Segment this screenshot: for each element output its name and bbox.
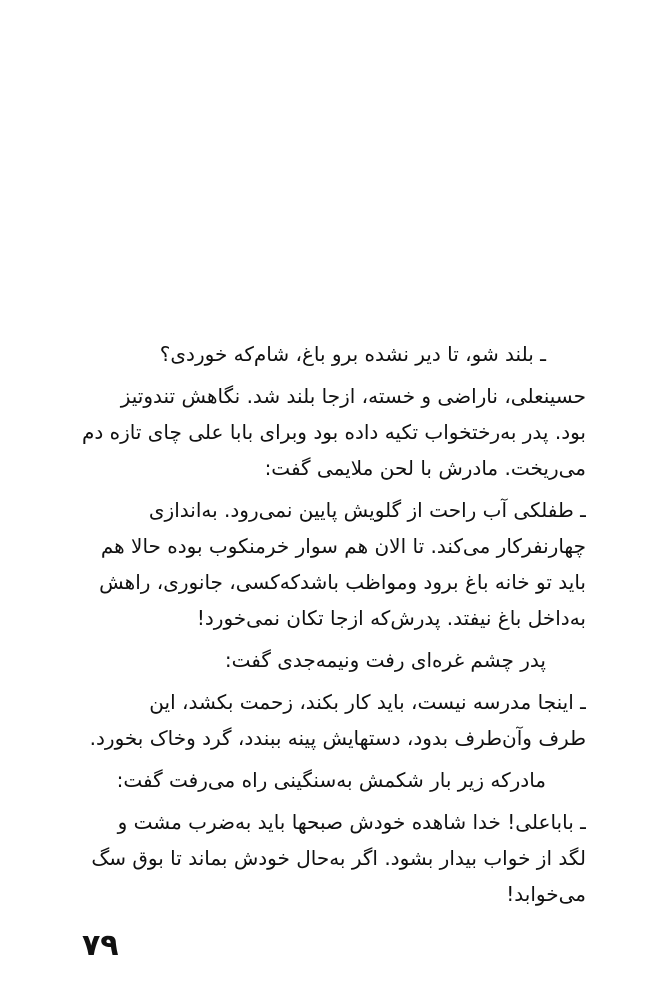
text-line: پدر چشم غره‌ای رفت ونیمه‌جدی گفت: <box>224 648 546 672</box>
text-line: طرف وآن‌طرف بدود، دستهایش پینه ببندد، گرد وخاک بخورد. <box>89 726 586 750</box>
text-line: ـ بلند شو، تا دیر نشده برو باغ، شام‌که خوردی؟ <box>159 342 546 366</box>
text-line: ـ باباعلی! خدا شاهده خودش صبحها باید به‌ضرب مشت و <box>117 810 586 834</box>
page-number: ۷۹ <box>82 928 119 963</box>
text-line: مادرکه زیر بار شکمش به‌سنگینی راه می‌رفت گفت: <box>116 768 546 792</box>
text-line: چهارنفرکار می‌کند. تا الان هم سوار خرمنکوب بوده حالا هم <box>100 534 586 558</box>
text-line: به‌داخل باغ نیفتد. پدرش‌که ازجا تکان نمی‌خورد! <box>196 606 586 630</box>
text-line: حسینعلی، ناراضی و خسته، ازجا بلند شد. نگاهش تندوتیز <box>120 384 586 408</box>
text-line: می‌خوابد! <box>506 882 586 906</box>
body-text <box>78 336 586 912</box>
text-line: باید تو خانه باغ برود ومواظب باشدکه‌کسی، جانوری، راهش <box>99 570 586 594</box>
text-line: لگد از خواب بیدار بشود. اگر به‌حال خودش بماند تا بوق سگ <box>91 846 586 870</box>
text-line: می‌ریخت. مادرش با لحن ملایمی گفت: <box>264 456 586 480</box>
text-line: ـ اینجا مدرسه نیست، باید کار بکند، زحمت بکشد، این <box>149 690 586 714</box>
text-line: ـ طفلکی آب راحت از گلویش پایین نمی‌رود. به‌اندازی <box>148 498 586 522</box>
text-line: بود. پدر به‌رختخواب تکیه داده بود وبرای بابا علی چای تازه دم <box>81 420 586 444</box>
